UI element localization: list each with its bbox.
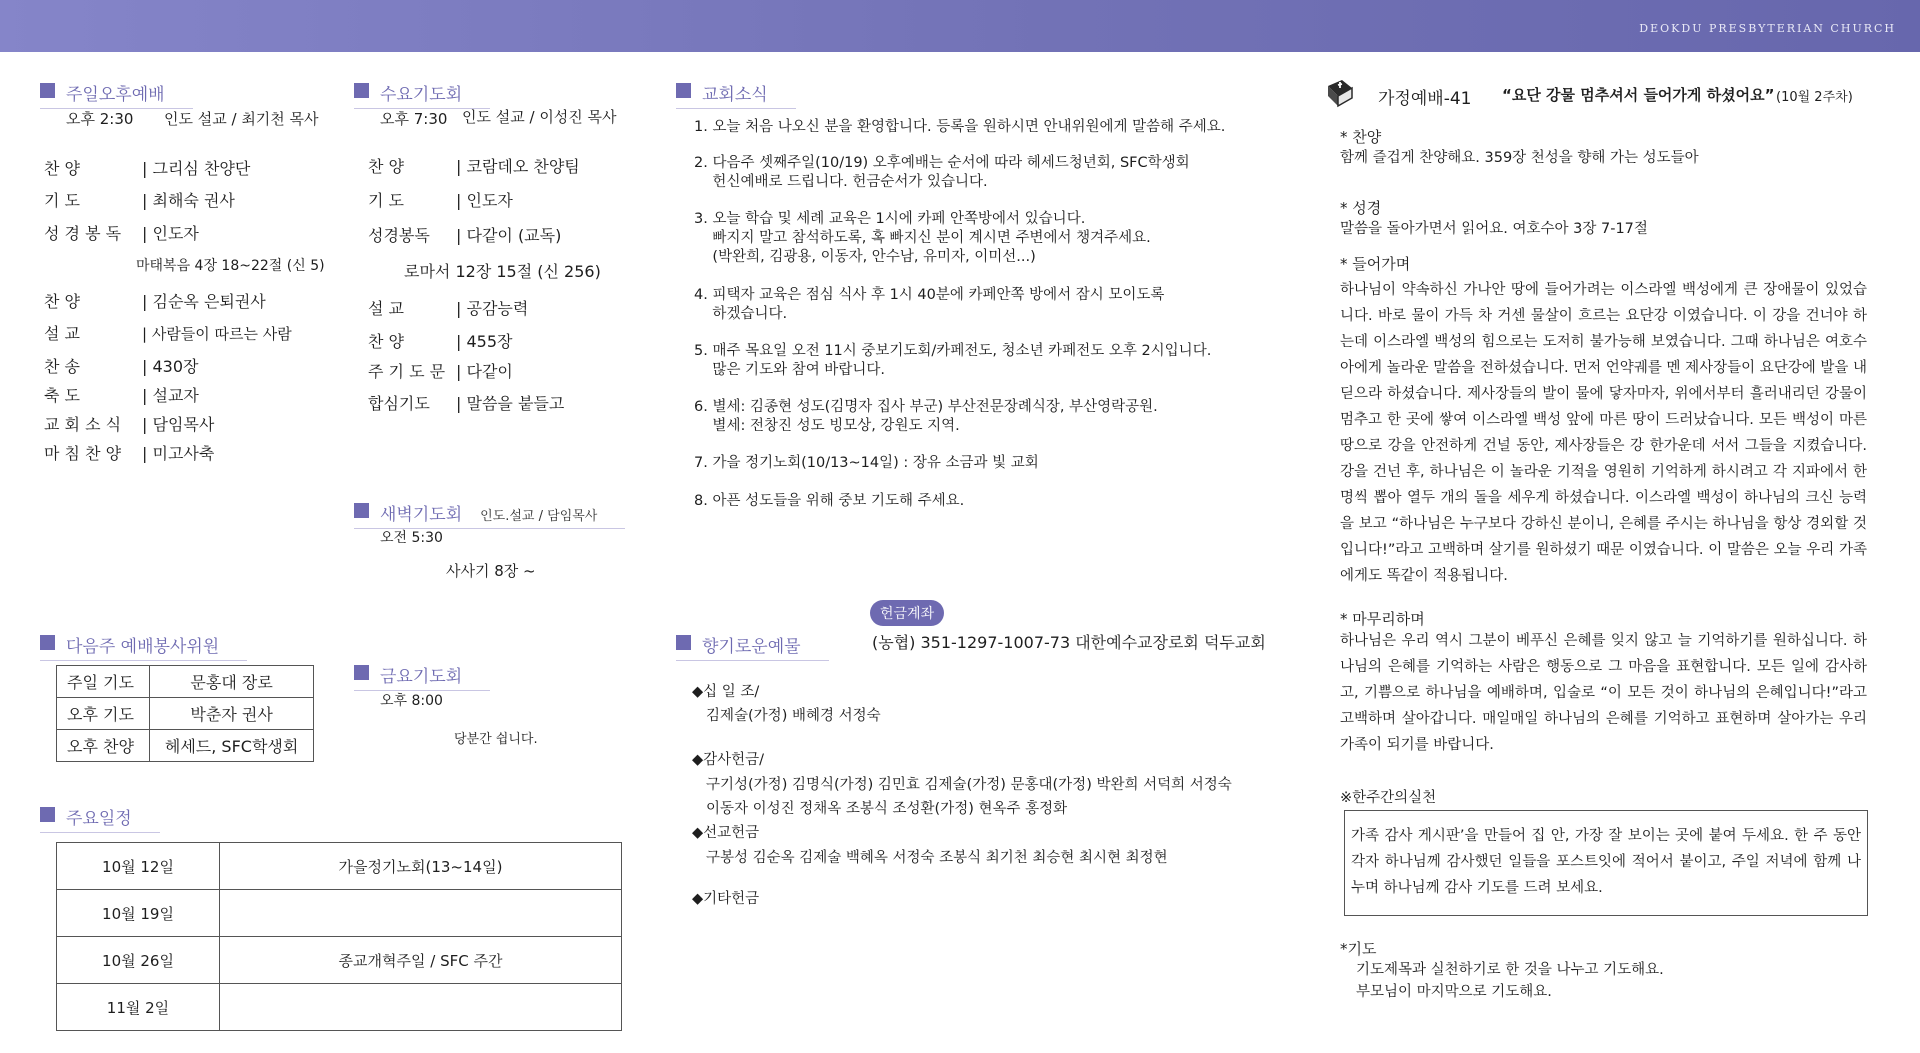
closing-text: 하나님은 우리 역시 그분이 베푸신 은혜를 잊지 않고 늘 기억하기를 원하십니다. 하나님의 은혜를 기억하는 사람은 행동으로 그 마음을 표현합니다. 모든 일에 감사하고, 기쁨으로 하나님을 예배하며, 입술로 “이 모든 것이 하나님의 은혜입니다!”라고 고백하며 살아갑니다. 매일매일 하나님의 은혜를 기억하고 표현하며 살아가는 우리 가족이 되기를 바랍니다. xyxy=(1340,633,1867,753)
sunday-time: 오후 2:30 xyxy=(66,110,134,128)
schedule-title: 주요일정 xyxy=(40,804,160,833)
wednesday-item: 찬 양| 코람데오 찬양팀 xyxy=(368,154,580,177)
sunday-item: 찬 양| 그리심 찬양단 xyxy=(44,156,250,179)
offering-line: 이동자 이성진 정채옥 조봉식 조성환(가정) 현옥주 홍정화 xyxy=(706,801,1068,817)
family-title: 가정예배-41 xyxy=(1378,89,1472,109)
prayer-line: 기도제목과 실천하기로 한 것을 나누고 기도해요. xyxy=(1356,962,1664,978)
table-cell xyxy=(220,984,622,1031)
table-row xyxy=(57,937,622,984)
news-item: 6. 별세: 김종현 성도(김명자 집사 부군) 부산전문장례식장, 부산영락공원. 별세: 전창진 성도 빙모상, 강원도 지역. xyxy=(694,399,1158,434)
sunday-title: 주일오후예배 xyxy=(40,80,193,109)
wednesday-lead: 인도 설교 / 이성진 목사 xyxy=(462,108,617,126)
praise-text: 함께 즐겁게 찬양해요. 359장 천성을 향해 가는 성도들아 xyxy=(1340,150,1699,166)
table-cell: 10월 26일 xyxy=(57,937,220,984)
friday-time: 오후 8:00 xyxy=(380,693,443,709)
offering-line: ◆십 일 조/ xyxy=(692,684,760,700)
dawn-text: 사사기 8장 ~ xyxy=(446,562,536,580)
practice-box xyxy=(1344,810,1868,916)
sunday-item: 교 회 소 식| 담임목사 xyxy=(44,412,214,435)
account-number: (농협) 351-1297-1007-73 대한예수교장로회 덕두교회 xyxy=(872,633,1266,652)
wednesday-item: 주 기 도 문| 다같이 xyxy=(368,359,513,382)
sunday-scripture: 마태복음 4장 18~22절 (신 5) xyxy=(136,258,325,274)
sunday-item: 찬 양| 김순옥 은퇴권사 xyxy=(44,289,266,312)
enter-heading: * 들어가며 xyxy=(1340,255,1411,273)
next-week-table xyxy=(56,665,314,762)
offering-line: ◆감사헌금/ xyxy=(692,752,765,768)
offering-title: 향기로운예물 xyxy=(676,632,829,661)
closing-heading: * 마무리하며 xyxy=(1340,610,1425,628)
friday-title: 금요기도회 xyxy=(354,662,490,691)
offering-line: 구기성(가정) 김명식(가정) 김민효 김제술(가정) 문홍대(가정) 박완희 서덕희 서정숙 xyxy=(706,777,1232,793)
friday-text: 당분간 쉽니다. xyxy=(454,732,538,747)
offering-line: 구봉성 김순옥 김제술 백혜옥 서정숙 조봉식 최기천 최승현 최시현 최정현 xyxy=(706,850,1168,866)
prayer-heading: *기도 xyxy=(1340,940,1377,958)
sunday-item: 찬 송| 430장 xyxy=(44,354,198,377)
table-cell: 11월 2일 xyxy=(57,984,220,1031)
wednesday-title: 수요기도회 xyxy=(354,80,490,109)
bible-text: 말씀을 돌아가면서 읽어요. 여호수아 3장 7-17절 xyxy=(1340,221,1648,237)
offering-line: 김제술(가정) 배혜경 서정숙 xyxy=(706,708,881,724)
dawn-time: 오전 5:30 xyxy=(380,530,443,546)
praise-heading: * 찬양 xyxy=(1340,128,1382,146)
bible-icon xyxy=(1322,76,1356,110)
news-item: 3. 오늘 학습 및 세례 교육은 1시에 카페 안쪽방에서 있습니다. 빠지지 말고 참석하도록, 혹 빠지신 분이 계시면 주변에서 챙겨주세요. (박완희, 김광용, 이동자, 안수남, 유미자, 이미선...) xyxy=(694,211,1151,265)
news-item: 2. 다음주 셋째주일(10/19) 오후예배는 순서에 따라 헤세드청년회, SFC학생회 헌신예배로 드립니다. 헌금순서가 있습니다. xyxy=(694,155,1190,190)
prayer-line: 부모님이 마지막으로 기도해요. xyxy=(1356,984,1552,1000)
next-week-title: 다음주 예배봉사위원 xyxy=(40,632,247,661)
table-cell: 가을정기노회(13~14일) xyxy=(220,843,622,890)
sunday-item: 축 도| 설교자 xyxy=(44,383,199,406)
wednesday-item: 합심기도| 말씀을 붙들고 xyxy=(368,391,564,414)
table-cell: 헤세드, SFC학생회 xyxy=(150,730,314,762)
table-cell: 종교개혁주일 / SFC 주간 xyxy=(220,937,622,984)
practice-heading: ※한주간의실천 xyxy=(1340,790,1437,806)
table-cell: 10월 12일 xyxy=(57,843,220,890)
news-title: 교회소식 xyxy=(676,80,796,109)
sunday-item: 설 교| 사람들이 따르는 사람 xyxy=(44,321,292,344)
wednesday-scripture: 로마서 12장 15절 (신 256) xyxy=(404,262,601,281)
table-cell xyxy=(220,890,622,937)
news-item: 4. 피택자 교육은 점심 식사 후 1시 40분에 카페안쪽 방에서 잠시 모이도록 하겠습니다. xyxy=(694,287,1165,322)
table-cell: 주일 기도 xyxy=(57,666,150,698)
table-cell: 오후 찬양 xyxy=(57,730,150,762)
table-row xyxy=(57,730,314,762)
table-row xyxy=(57,843,622,890)
table-cell: 박춘자 권사 xyxy=(150,698,314,730)
table-row xyxy=(57,890,622,937)
header-band xyxy=(0,0,1920,52)
news-item: 7. 가을 정기노회(10/13~14일) : 장유 소금과 빛 교회 xyxy=(694,455,1039,471)
table-cell: 문홍대 장로 xyxy=(150,666,314,698)
enter-text: 하나님이 약속하신 가나안 땅에 들어가려는 이스라엘 백성에게 큰 장애물이 있었습니다. 바로 물이 가득 차 거센 물살이 흐르는 요단강 이였습니다. 이 강을 건너야 하는데 이스라엘 백성의 힘으로는 도저히 불가능해 보였습니다. 그때 하나님은 여호수아에게 놀라운 말씀을 전하셨습니다. 먼저 언약궤를 멘 제사장들이 요단강에 발을 내딛으라 하셨습니다. 제사장들의 발이 물에 닿자마자, 위에서부터 흘러내리던 강물이 멈추고 한 곳에 쌓여 이스라엘 백성 앞에 마른 땅이 드러났습니다. 모든 백성이 마른 땅으로 강을 안전하게 건널 동안, 제사장들은 강 한가운데 서서 그들을 지켰습니다. 강을 건넌 후, 하나님은 이 놀라운 기적을 영원히 기억하게 하시려고 각 지파에서 한 명씩 뽑아 열두 개의 돌을 세우게 하셨습니다. 이스라엘 백성이 하나님의 크신 능력을 보고 “하나님은 누구보다 강하신 분이니, 은혜를 주시는 하나님을 항상 경외할 것입니다!”라고 고백하며 살기를 원하셨기 때문 이였습니다. 이 말씀은 오늘 우리 가족에게도 똑같이 적용됩니다. xyxy=(1340,282,1867,584)
table-cell: 10월 19일 xyxy=(57,890,220,937)
wednesday-item: 설 교| 공감능력 xyxy=(368,296,528,319)
practice-text: 가족 감사 게시판’을 만들어 집 안, 가장 잘 보이는 곳에 붙여 두세요. 한 주 동안 각자 하나님께 감사했던 일들을 포스트잇에 적어서 붙이고, 주일 저녁에 함께 나누며 하나님께 감사 기도를 드려 보세요. xyxy=(1351,828,1861,896)
dawn-lead: 인도.설교 / 담임목사 xyxy=(480,509,598,524)
offering-line: ◆선교헌금 xyxy=(692,825,760,841)
table-row xyxy=(57,666,314,698)
account-badge: 헌금계좌 xyxy=(870,600,944,626)
church-name: DEOKDU PRESBYTERIAN CHURCH xyxy=(1639,22,1896,35)
sunday-item: 성 경 봉 독| 인도자 xyxy=(44,221,199,244)
table-cell: 오후 기도 xyxy=(57,698,150,730)
sunday-lead: 인도 설교 / 최기천 목사 xyxy=(164,110,319,128)
offering-line: ◆기타헌금 xyxy=(692,891,760,907)
wednesday-item: 성경봉독| 다같이 (교독) xyxy=(368,223,561,246)
schedule-table xyxy=(56,842,622,1031)
wednesday-item: 기 도| 인도자 xyxy=(368,188,513,211)
sunday-item: 마 침 찬 양| 미고사축 xyxy=(44,441,214,464)
table-row xyxy=(57,698,314,730)
dawn-title: 새벽기도회 인도.설교 / 담임목사 xyxy=(354,500,625,529)
wednesday-item: 찬 양| 455장 xyxy=(368,329,512,352)
news-item: 8. 아픈 성도들을 위해 중보 기도해 주세요. xyxy=(694,493,965,509)
family-quote: “요단 강물 멈추셔서 들어가게 하셨어요” xyxy=(1502,86,1775,104)
news-item: 1. 오늘 처음 나오신 분을 환영합니다. 등록을 원하시면 안내위원에게 말씀해 주세요. xyxy=(694,119,1226,135)
family-week: (10월 2주차) xyxy=(1776,90,1853,105)
table-row xyxy=(57,984,622,1031)
sunday-item: 기 도| 최해숙 권사 xyxy=(44,188,235,211)
wednesday-time: 오후 7:30 xyxy=(380,110,448,128)
bible-heading: * 성경 xyxy=(1340,199,1382,217)
news-item: 5. 매주 목요일 오전 11시 중보기도회/카페전도, 청소년 카페전도 오후 2시입니다. 많은 기도와 참여 바랍니다. xyxy=(694,343,1212,378)
